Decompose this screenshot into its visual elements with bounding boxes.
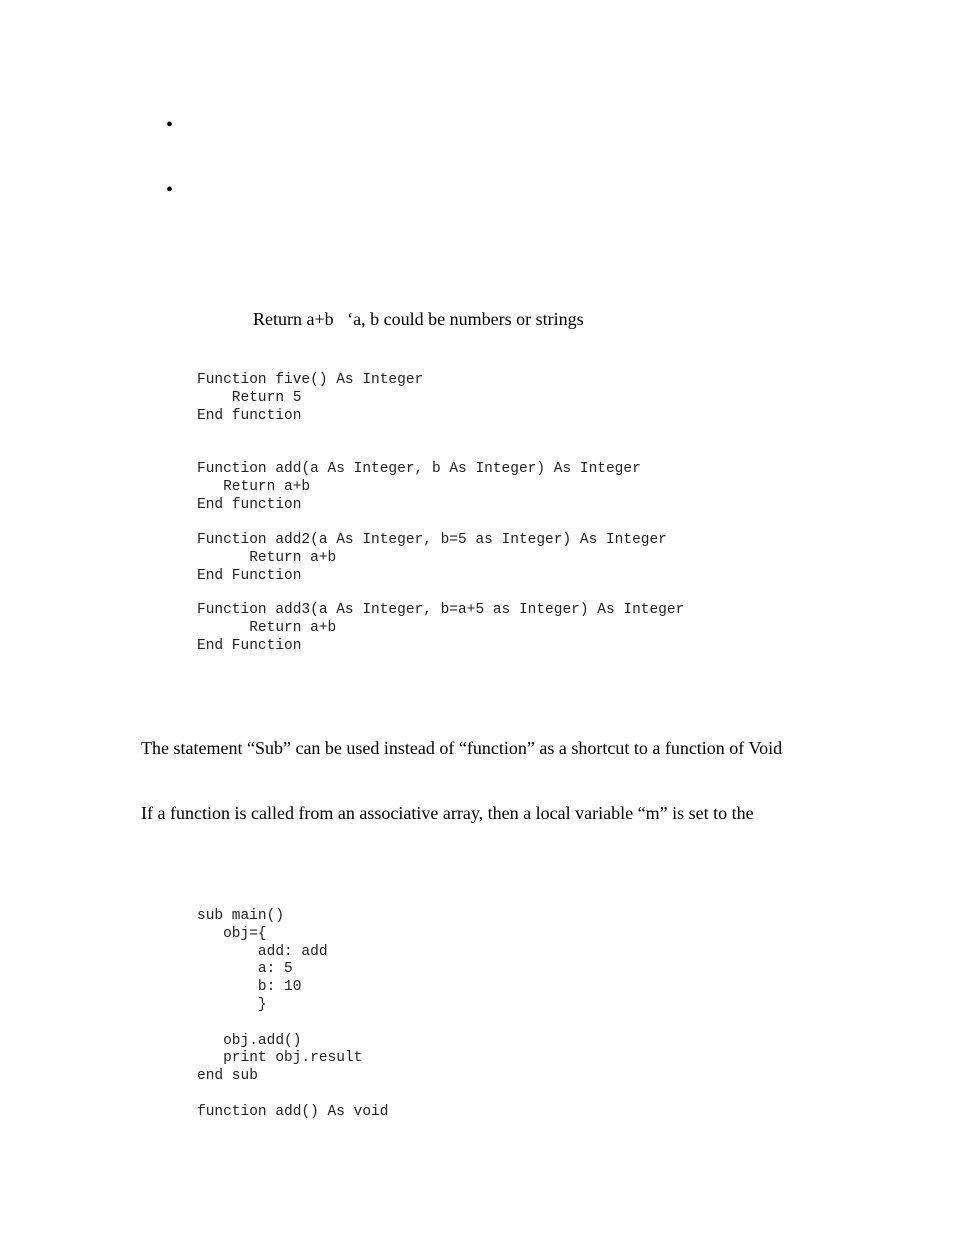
associative-array-paragraph: If a function is called from an associative array, then a local variable “m” is set to the bbox=[141, 803, 754, 823]
sub-statement-paragraph: The statement “Sub” can be used instead of “function” as a shortcut to a function of Void bbox=[141, 738, 783, 758]
code-block-add: Function add(a As Integer, b As Integer) As Integer Return a+b End function bbox=[197, 461, 641, 513]
bullet-marker: • bbox=[166, 114, 174, 136]
code-block-main: sub main() obj={ add: add a: 5 b: 10 } obj.add() print obj.result end sub function add() As void bbox=[197, 908, 389, 1120]
code-block-add2: Function add2(a As Integer, b=5 as Integer) As Integer Return a+b End Function bbox=[197, 532, 667, 584]
return-comment-line: Return a+b ‘a, b could be numbers or strings bbox=[253, 309, 584, 329]
code-block-add3: Function add3(a As Integer, b=a+5 as Integer) As Integer Return a+b End Function bbox=[197, 602, 685, 654]
code-block-five: Function five() As Integer Return 5 End function bbox=[197, 372, 424, 424]
bullet-marker: • bbox=[166, 179, 174, 201]
